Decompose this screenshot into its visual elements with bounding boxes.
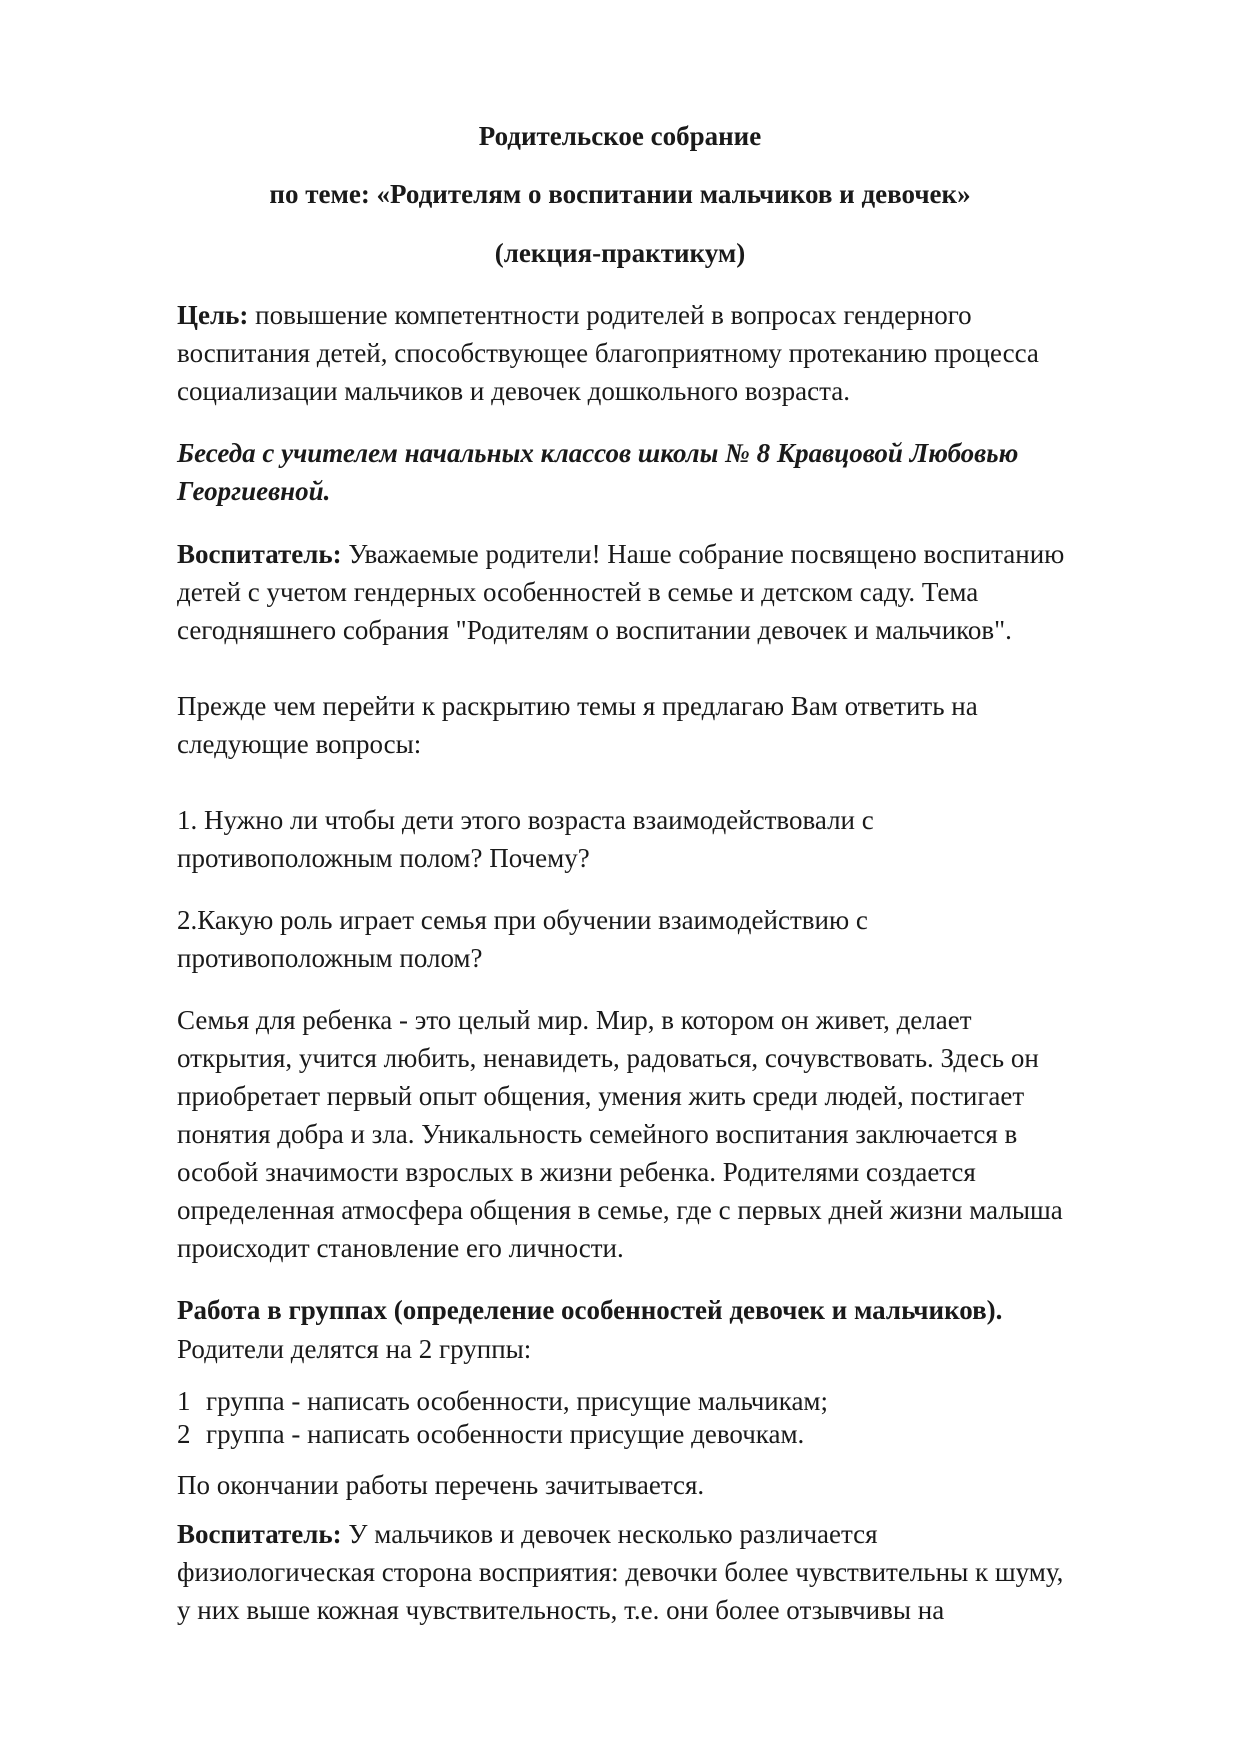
list-item-number: 1	[177, 1386, 191, 1416]
document-format: (лекция-практикум)	[494, 238, 746, 268]
questions-intro-line-2: следующие вопросы:	[177, 729, 422, 759]
list-item-number: 2	[177, 1419, 191, 1449]
family-line-5: особой значимости взрослых в жизни ребенка. Родителями создается	[177, 1157, 976, 1187]
educator-intro-line-1: Воспитатель: Уважаемые родители! Наше собрание посвящено воспитанию	[177, 539, 1065, 569]
speaker-label: Воспитатель:	[177, 539, 342, 569]
educator-perception-line-1: Воспитатель: У мальчиков и девочек несколько различается	[177, 1519, 878, 1549]
document-title: Родительское собрание	[478, 121, 762, 151]
question-1-line-2: противоположным полом? Почему?	[177, 843, 590, 873]
groups-intro: Родители делятся на 2 группы:	[177, 1334, 532, 1364]
questions-intro-line-1: Прежде чем перейти к раскрытию темы я предлагаю Вам ответить на	[177, 691, 978, 721]
family-line-4: понятия добра и зла. Уникальность семейного воспитания заключается в	[177, 1119, 1018, 1149]
family-line-2: открытия, учится любить, ненавидеть, радоваться, сочувствовать. Здесь он	[177, 1043, 1039, 1073]
question-1-line-1: 1. Нужно ли чтобы дети этого возраста взаимодействовали с	[177, 805, 874, 835]
family-line-7: происходит становление его личности.	[177, 1233, 624, 1263]
question-2-line-1: 2.Какую роль играет семья при обучении взаимодействию с	[177, 905, 868, 935]
goal-line-2: воспитания детей, способствующее благоприятному протеканию процесса	[177, 338, 1039, 368]
conversation-line-1: Беседа с учителем начальных классов школы № 8 Кравцовой Любовью	[177, 438, 1019, 468]
educator-perception-line-2: физиологическая сторона восприятия: девочки более чувствительны к шуму,	[177, 1557, 1064, 1587]
educator-intro-line-2: детей с учетом гендерных особенностей в семье и детском саду. Тема	[177, 577, 979, 607]
list-item-text: группа - написать особенности, присущие мальчикам;	[206, 1386, 829, 1416]
groups-after: По окончании работы перечень зачитывается.	[177, 1470, 705, 1500]
educator-intro-line-3: сегодняшнего собрания "Родителям о воспитании девочек и мальчиков".	[177, 615, 1012, 645]
family-line-6: определенная атмосфера общения в семье, где с первых дней жизни малыша	[177, 1195, 1063, 1225]
goal-line-3: социализации мальчиков и девочек дошкольного возраста.	[177, 376, 850, 406]
family-line-1: Семья для ребенка - это целый мир. Мир, в котором он живет, делает	[177, 1005, 972, 1035]
goal-label: Цель:	[177, 300, 249, 330]
groups-heading: Работа в группах (определение особенностей девочек и мальчиков).	[177, 1295, 1003, 1325]
speaker-label: Воспитатель:	[177, 1519, 342, 1549]
educator-perception-line-3: у них выше кожная чувствительность, т.е. они более отзывчивы на	[177, 1595, 945, 1625]
goal-line-1: Цель: повышение компетентности родителей в вопросах гендерного	[177, 300, 972, 330]
question-2-line-2: противоположным полом?	[177, 943, 483, 973]
conversation-line-2: Георгиевной.	[177, 476, 331, 506]
document-topic: по теме: «Родителям о воспитании мальчиков и девочек»	[269, 179, 971, 209]
list-item-text: группа - написать особенности присущие девочкам.	[206, 1419, 805, 1449]
family-line-3: приобретает первый опыт общения, умения жить среди людей, постигает	[177, 1081, 1025, 1111]
